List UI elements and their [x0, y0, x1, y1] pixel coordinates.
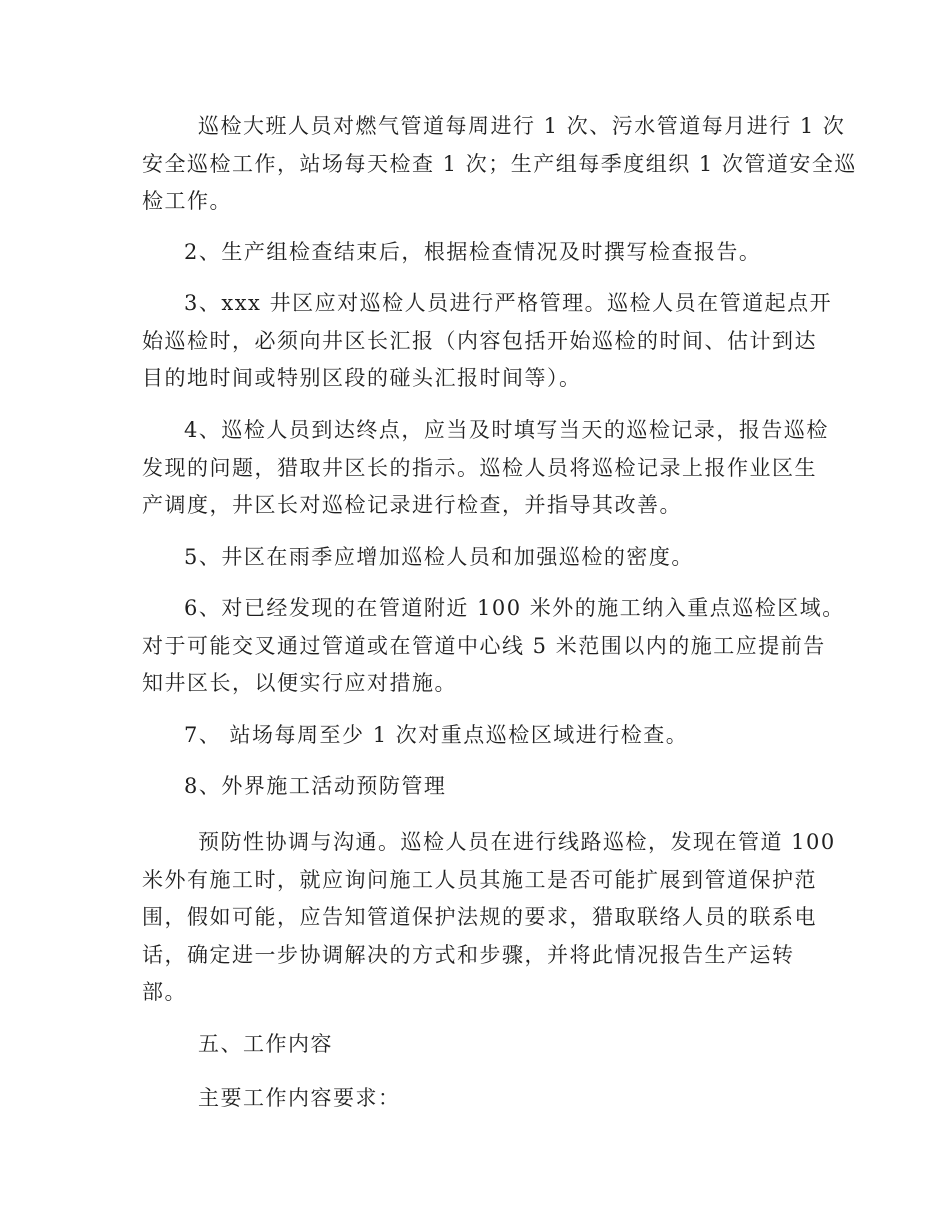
- paragraph-item-6: [142, 590, 845, 703]
- section-heading-work-content: [142, 1026, 810, 1064]
- text-line: 主要工作内容要求：: [198, 1086, 401, 1110]
- text-line: 始巡检时，必须向井区长汇报（内容包括开始巡检的时间、估计到达: [142, 328, 817, 353]
- text-line: 检工作。: [142, 189, 232, 213]
- paragraph-item-3: [142, 285, 833, 398]
- text-line: 6、对已经发现的在管道附近 100 米外的施工纳入重点巡检区域。: [184, 596, 845, 620]
- paragraph-item-5: [142, 539, 810, 577]
- text-line: 部。: [142, 980, 187, 1004]
- text-line: 8、外界施工活动预防管理: [184, 774, 447, 798]
- text-line: 4、巡检人员到达终点，应当及时填写当天的巡检记录，报告巡检: [184, 418, 829, 442]
- paragraph-item-2: [142, 234, 810, 272]
- text-line: 2、生产组检查结束后，根据检查情况及时撰写检查报告。: [184, 240, 762, 264]
- paragraph-item-7: [142, 717, 810, 755]
- paragraph-main-requirements: [142, 1080, 810, 1118]
- text-line: 五、工作内容: [198, 1032, 333, 1056]
- text-line: 产调度，井区长对巡检记录进行检查，并指导其改善。: [142, 493, 682, 517]
- paragraph-item-4: [142, 412, 829, 525]
- paragraph-preventive-coordination: [142, 824, 836, 1012]
- text-line: 巡检大班人员对燃气管道每周进行 1 次、污水管道每月进行 1 次: [198, 114, 846, 138]
- text-line: 7、 站场每周至少 1 次对重点巡检区域进行检查。: [184, 723, 689, 747]
- text-line: 预防性协调与沟通。巡检人员在进行线路巡检，发现在管道 100: [198, 830, 836, 854]
- text-line: 5、井区在雨季应增加巡检人员和加强巡检的密度。: [184, 545, 694, 569]
- paragraph-item-8: [142, 768, 810, 806]
- text-line: 话，确定进一步协调解决的方式和步骤，并将此情况报告生产运转: [142, 942, 795, 967]
- text-line: 发现的问题，猎取井区长的指示。巡检人员将巡检记录上报作业区生: [142, 455, 817, 480]
- text-line: 米外有施工时，就应询问施工人员其施工是否可能扩展到管道保护范: [142, 867, 817, 892]
- paragraph-inspection-frequency: [142, 108, 857, 221]
- text-line: 目的地时间或特别区段的碰头汇报时间等）。: [142, 366, 582, 390]
- text-line: 知井区长，以便实行应对措施。: [142, 671, 457, 695]
- text-line: 围，假如可能，应告知管道保护法规的要求，猎取联络人员的联系电: [142, 905, 817, 929]
- text-line: 3、xxx 井区应对巡检人员进行严格管理。巡检人员在管道起点开: [184, 291, 833, 315]
- text-line: 安全巡检工作，站场每天检查 1 次；生产组每季度组织 1 次管道安全巡: [142, 151, 857, 176]
- text-line: 对于可能交叉通过管道或在管道中心线 5 米范围以内的施工应提前告: [142, 633, 826, 658]
